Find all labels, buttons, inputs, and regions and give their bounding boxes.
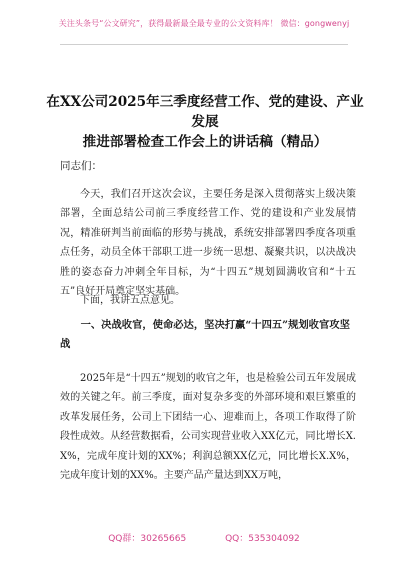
body-paragraph-1: 今天，我们召开这次会议，主要任务是深入贯彻落实上级决策部署，全面总结公司前三季度经营工作、党的建设和产业发展情况，精准研判当前面临的形势与挑战，系统安排部署四季度各项重点任务，动员全体干部职工进一步统一思想、凝聚共识，以决战决胜的姿态奋力冲刺全年目标，为“十四五”规划圆满收官和“十五五”良好开局奠定坚实基础。 [60, 189, 356, 298]
header-banner: 关注头条号“公文研究”，获得最新最全最专业的公文资料库！ 微信：gongwenyj [58, 19, 350, 28]
title-line-1: 在XX公司2025年三季度经营工作、党的建设、产业发展 [46, 94, 364, 130]
document-title [40, 92, 370, 152]
header-divider [60, 44, 348, 45]
footer-contact [0, 531, 408, 544]
footer-qq: QQ：535304092 [225, 534, 300, 544]
title-line-2: 推进部署检查工作会上的讲话稿（精品） [82, 134, 328, 150]
footer-qq-group: QQ群：30265665 [108, 534, 187, 544]
salutation: 同志们： [60, 160, 102, 172]
body-paragraph-3: 2025年是“十四五”规划的收官之年，也是检验公司五年发展成效的关键之年。前三季度，面对复杂多变的外部环境和艰巨繁重的改革发展任务，公司上下团结一心、迎难而上，各项工作取得了阶段性成效。从经营数据看，公司实现营业收入XX亿元，同比增长X.X%，完成年度计划的XX%；利润总额XX亿元，同比增长X.X%，完成年度计划的XX%。主要产品产量达到XX万吨， [60, 373, 356, 482]
section-heading-1: 一、决战收官，使命必达，坚决打赢“十四五”规划收官攻坚战 [60, 319, 350, 351]
body-paragraph-2: 下面，我讲五点意见。 [80, 295, 180, 306]
